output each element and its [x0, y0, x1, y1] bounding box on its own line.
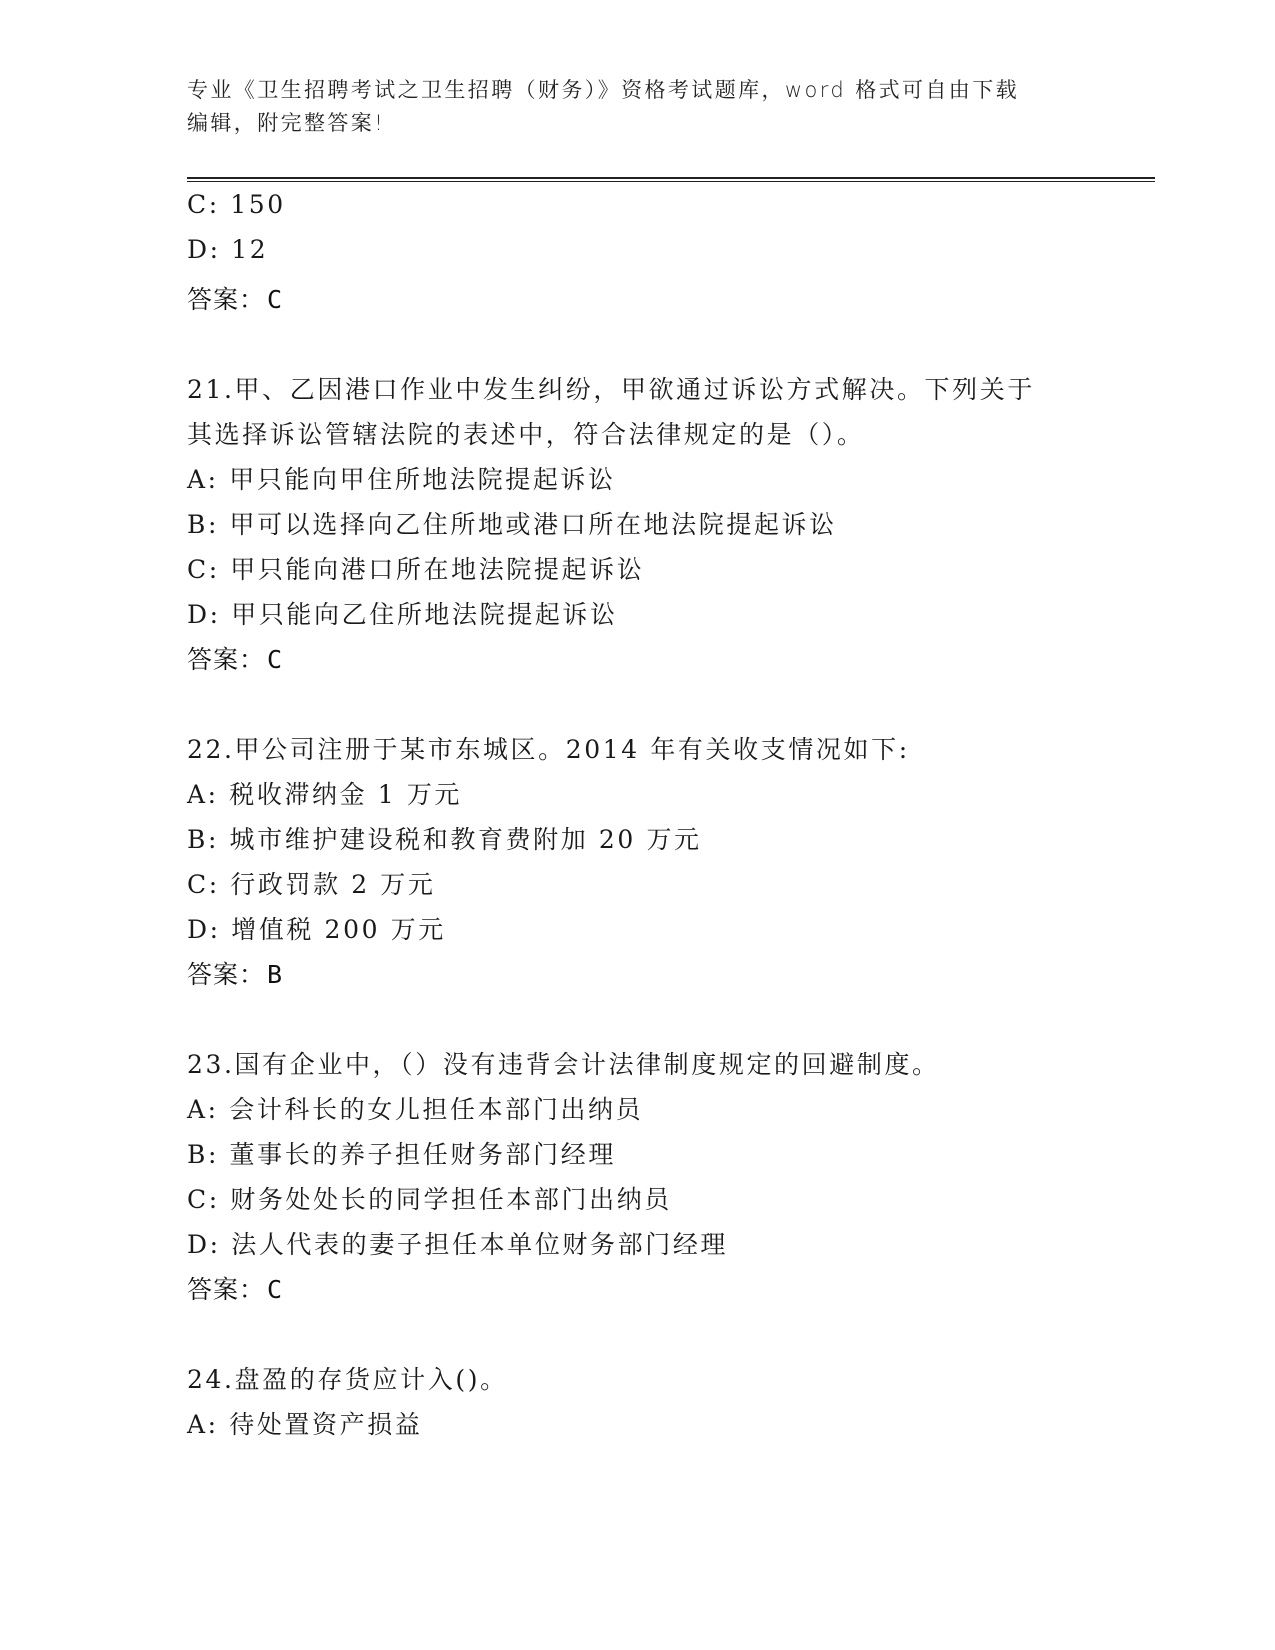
- header-divider-thick: [187, 177, 1155, 179]
- question-23-option-a: A: 会计科长的女儿担任本部门出纳员: [187, 1095, 644, 1124]
- option-c: C: 150: [187, 190, 286, 219]
- answer-label: 答案：: [187, 645, 266, 674]
- question-21-option-b: B: 甲可以选择向乙住所地或港口所在地法院提起诉讼: [187, 510, 837, 539]
- question-23-option-b: B: 董事长的养子担任财务部门经理: [187, 1140, 616, 1169]
- header-line-1: 专业《卫生招聘考试之卫生招聘（财务）》资格考试题库，word 格式可自由下载: [187, 78, 1019, 102]
- question-22-option-d: D: 增值税 200 万元: [187, 915, 446, 944]
- question-21-answer: [187, 640, 283, 676]
- question-21-stem-line-1: 21.甲、乙因港口作业中发生纠纷，甲欲通过诉讼方式解决。下列关于: [187, 375, 1035, 404]
- question-22-stem: 22.甲公司注册于某市东城区。2014 年有关收支情况如下:: [187, 735, 910, 764]
- answer-label: 答案：: [187, 1275, 266, 1304]
- answer-label: 答案：: [187, 960, 266, 989]
- answer-value: C: [267, 645, 284, 674]
- header-line-2: 编辑，附完整答案!: [187, 111, 386, 135]
- answer-value: B: [267, 960, 284, 989]
- question-21-option-a: A: 甲只能向甲住所地法院提起诉讼: [187, 465, 616, 494]
- answer-line: [187, 280, 283, 316]
- question-22-answer: [187, 955, 283, 991]
- question-21-option-c: C: 甲只能向港口所在地法院提起诉讼: [187, 555, 645, 584]
- answer-value: C: [267, 285, 284, 314]
- answer-value: C: [267, 1275, 284, 1304]
- question-21-option-d: D: 甲只能向乙住所地法院提起诉讼: [187, 600, 618, 629]
- header-divider-thin: [187, 181, 1155, 182]
- question-22-option-b: B: 城市维护建设税和教育费附加 20 万元: [187, 825, 702, 854]
- question-23-stem: 23.国有企业中，（）没有违背会计法律制度规定的回避制度。: [187, 1050, 940, 1079]
- question-23-answer: [187, 1270, 283, 1306]
- question-23-option-d: D: 法人代表的妻子担任本单位财务部门经理: [187, 1230, 729, 1259]
- question-22-option-c: C: 行政罚款 2 万元: [187, 870, 436, 899]
- question-24-stem: 24.盘盈的存货应计入()。: [187, 1365, 508, 1394]
- question-24-option-a: A: 待处置资产损益: [187, 1410, 423, 1439]
- answer-label: 答案：: [187, 285, 266, 314]
- option-d: D: 12: [187, 235, 269, 264]
- question-22-option-a: A: 税收滞纳金 1 万元: [187, 780, 463, 809]
- page-header: [187, 74, 1067, 140]
- question-21-stem-line-2: 其选择诉讼管辖法院的表述中，符合法律规定的是（）。: [187, 420, 865, 449]
- question-23-option-c: C: 财务处处长的同学担任本部门出纳员: [187, 1185, 672, 1214]
